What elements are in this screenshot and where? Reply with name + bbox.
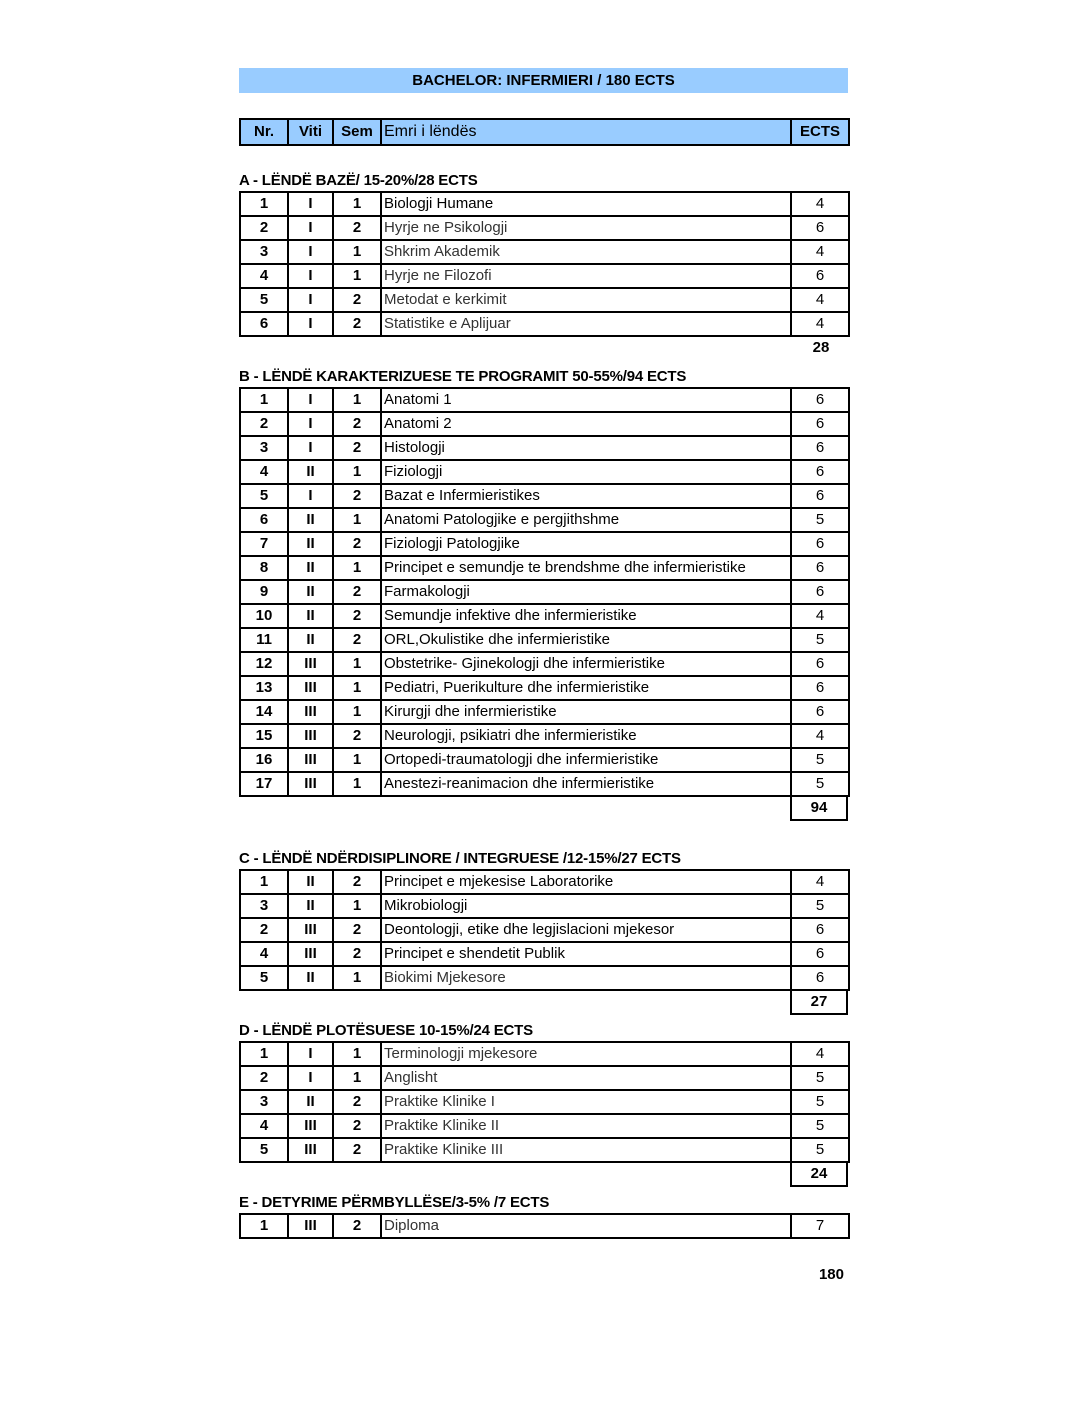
cell-ects: 4 [791,724,849,748]
cell-nr: 1 [240,388,288,412]
table-row [240,942,849,966]
cell-sem: 1 [333,748,381,772]
table-row [240,264,849,288]
cell-sem: 2 [333,1114,381,1138]
cell-viti: II [288,966,333,990]
cell-name: Anatomi 1 [381,388,791,412]
table-row [240,240,849,264]
cell-name: Fiziologji [381,460,791,484]
cell-nr: 3 [240,240,288,264]
cell-name: Ortopedi-traumatologji dhe infermieristike [381,748,791,772]
cell-ects: 4 [791,312,849,336]
cell-nr: 4 [240,942,288,966]
cell-ects: 5 [791,894,849,918]
table-row [240,1214,849,1238]
cell-sem: 2 [333,1138,381,1162]
cell-name: Farmakologji [381,580,791,604]
cell-ects: 4 [791,240,849,264]
cell-viti: II [288,508,333,532]
cell-name: Anatomi Patologjike e pergjithshme [381,508,791,532]
cell-nr: 13 [240,676,288,700]
cell-ects: 5 [791,772,849,796]
table-row [240,748,849,772]
cell-name: Shkrim Akademik [381,240,791,264]
cell-name: Anestezi-reanimacion dhe infermieristike [381,772,791,796]
cell-ects: 5 [791,1066,849,1090]
cell-name: Mikrobiologji [381,894,791,918]
cell-name: Biologji Humane [381,192,791,216]
cell-sem: 2 [333,436,381,460]
cell-viti: II [288,580,333,604]
cell-name: Praktike Klinike III [381,1138,791,1162]
cell-sem: 1 [333,264,381,288]
table-row [240,312,849,336]
cell-viti: III [288,676,333,700]
cell-sem: 1 [333,1066,381,1090]
cell-sem: 2 [333,1214,381,1238]
table-row [240,460,849,484]
cell-viti: II [288,556,333,580]
cell-ects: 5 [791,748,849,772]
cell-nr: 12 [240,652,288,676]
cell-viti: II [288,870,333,894]
cell-ects: 6 [791,652,849,676]
table-row [240,1090,849,1114]
cell-ects: 7 [791,1214,849,1238]
cell-sem: 1 [333,894,381,918]
sections-container [239,171,848,1239]
cell-viti: III [288,772,333,796]
table-row [240,192,849,216]
cell-name: Anglisht [381,1066,791,1090]
cell-nr: 16 [240,748,288,772]
cell-ects: 6 [791,700,849,724]
table-row [240,388,849,412]
cell-sem: 2 [333,942,381,966]
cell-nr: 4 [240,1114,288,1138]
table-row [240,604,849,628]
cell-nr: 2 [240,1066,288,1090]
cell-ects: 6 [791,918,849,942]
cell-viti: I [288,264,333,288]
table-row [240,628,849,652]
cell-ects: 6 [791,412,849,436]
cell-sem: 2 [333,724,381,748]
table-row [240,652,849,676]
cell-ects: 4 [791,870,849,894]
header-viti: Viti [288,119,333,145]
cell-nr: 2 [240,918,288,942]
cell-sem: 2 [333,628,381,652]
table-row [240,772,849,796]
cell-nr: 6 [240,508,288,532]
grand-total: 180 [818,1266,844,1283]
cell-viti: I [288,412,333,436]
section-table [239,869,850,991]
cell-nr: 5 [240,288,288,312]
cell-viti: III [288,942,333,966]
table-row [240,918,849,942]
section-total: 27 [790,991,848,1015]
cell-name: Hyrje ne Psikologji [381,216,791,240]
cell-nr: 7 [240,532,288,556]
cell-ects: 6 [791,436,849,460]
cell-viti: III [288,1138,333,1162]
cell-sem: 1 [333,388,381,412]
table-row [240,216,849,240]
cell-sem: 1 [333,192,381,216]
cell-sem: 2 [333,412,381,436]
table-row [240,1042,849,1066]
cell-name: Fiziologji Patologjike [381,532,791,556]
section-total: 24 [790,1163,848,1187]
table-row [240,676,849,700]
cell-sem: 1 [333,460,381,484]
cell-viti: I [288,388,333,412]
header-sem: Sem [333,119,381,145]
cell-sem: 1 [333,508,381,532]
cell-nr: 5 [240,484,288,508]
cell-viti: III [288,1214,333,1238]
cell-sem: 2 [333,1090,381,1114]
cell-viti: I [288,216,333,240]
cell-nr: 14 [240,700,288,724]
cell-viti: I [288,1066,333,1090]
table-row [240,556,849,580]
table-row [240,966,849,990]
cell-ects: 5 [791,1090,849,1114]
cell-sem: 1 [333,240,381,264]
cell-name: Hyrje ne Filozofi [381,264,791,288]
cell-ects: 6 [791,460,849,484]
cell-ects: 5 [791,1114,849,1138]
section-title: E - DETYRIME PËRMBYLLËSE/3-5% /7 ECTS [239,1194,550,1211]
cell-ects: 6 [791,676,849,700]
section-title: C - LËNDË NDËRDISIPLINORE / INTEGRUESE /12-15%/27 ECTS [239,850,681,867]
section-total: 94 [790,797,848,821]
cell-nr: 4 [240,264,288,288]
cell-nr: 8 [240,556,288,580]
cell-viti: I [288,436,333,460]
cell-ects: 4 [791,192,849,216]
header-nr: Nr. [240,119,288,145]
cell-ects: 5 [791,1138,849,1162]
section-title: B - LËNDË KARAKTERIZUESE TE PROGRAMIT 50-55%/94 ECTS [239,368,687,385]
table-row [240,1138,849,1162]
cell-viti: I [288,192,333,216]
cell-name: ORL,Okulistike dhe infermieristike [381,628,791,652]
cell-ects: 4 [791,604,849,628]
cell-nr: 11 [240,628,288,652]
cell-nr: 6 [240,312,288,336]
cell-name: Kirurgji dhe infermieristike [381,700,791,724]
cell-name: Diploma [381,1214,791,1238]
section-title: D - LËNDË PLOTËSUESE 10-15%/24 ECTS [239,1022,533,1039]
cell-sem: 2 [333,288,381,312]
cell-ects: 6 [791,484,849,508]
cell-nr: 4 [240,460,288,484]
cell-nr: 2 [240,216,288,240]
cell-sem: 2 [333,870,381,894]
cell-sem: 1 [333,966,381,990]
cell-nr: 1 [240,192,288,216]
section-table [239,1041,850,1163]
header-name: Emri i lëndës [381,119,791,145]
cell-ects: 4 [791,1042,849,1066]
cell-name: Neurologji, psikiatri dhe infermieristike [381,724,791,748]
cell-nr: 5 [240,1138,288,1162]
column-header-table [239,118,850,146]
cell-viti: III [288,652,333,676]
cell-viti: I [288,484,333,508]
cell-sem: 2 [333,312,381,336]
cell-ects: 6 [791,532,849,556]
cell-viti: III [288,1114,333,1138]
table-row [240,1114,849,1138]
section-total: 28 [812,339,830,356]
cell-ects: 6 [791,966,849,990]
cell-nr: 1 [240,1214,288,1238]
cell-name: Pediatri, Puerikulture dhe infermieristike [381,676,791,700]
cell-sem: 2 [333,918,381,942]
cell-nr: 1 [240,1042,288,1066]
cell-name: Praktike Klinike I [381,1090,791,1114]
table-row [240,436,849,460]
table-row [240,580,849,604]
cell-sem: 1 [333,700,381,724]
cell-sem: 1 [333,652,381,676]
document-title: BACHELOR: INFERMIERI / 180 ECTS [239,68,848,93]
cell-sem: 2 [333,580,381,604]
cell-name: Histologji [381,436,791,460]
cell-ects: 4 [791,288,849,312]
cell-sem: 1 [333,676,381,700]
cell-name: Terminologji mjekesore [381,1042,791,1066]
cell-name: Praktike Klinike II [381,1114,791,1138]
cell-viti: II [288,604,333,628]
cell-nr: 15 [240,724,288,748]
cell-name: Principet e mjekesise Laboratorike [381,870,791,894]
cell-name: Statistike e Aplijuar [381,312,791,336]
cell-name: Anatomi 2 [381,412,791,436]
cell-sem: 1 [333,1042,381,1066]
table-row [240,508,849,532]
cell-sem: 1 [333,556,381,580]
cell-nr: 9 [240,580,288,604]
cell-viti: I [288,240,333,264]
cell-viti: I [288,312,333,336]
table-row [240,288,849,312]
header-ects: ECTS [791,119,849,145]
section-table [239,191,850,337]
section-table [239,1213,850,1239]
cell-ects: 5 [791,508,849,532]
cell-viti: II [288,532,333,556]
cell-nr: 3 [240,436,288,460]
table-row [240,724,849,748]
cell-ects: 6 [791,580,849,604]
cell-name: Metodat e kerkimit [381,288,791,312]
table-row [240,484,849,508]
table-row [240,412,849,436]
table-row [240,870,849,894]
cell-name: Principet e semundje te brendshme dhe infermieristike [381,556,791,580]
table-row [240,532,849,556]
cell-name: Semundje infektive dhe infermieristike [381,604,791,628]
cell-viti: II [288,628,333,652]
cell-viti: III [288,700,333,724]
cell-ects: 6 [791,264,849,288]
document-page [239,68,848,1239]
cell-nr: 2 [240,412,288,436]
cell-nr: 3 [240,894,288,918]
cell-nr: 3 [240,1090,288,1114]
cell-viti: I [288,1042,333,1066]
section-table [239,387,850,797]
cell-viti: III [288,724,333,748]
cell-viti: II [288,1090,333,1114]
cell-ects: 6 [791,942,849,966]
cell-nr: 1 [240,870,288,894]
cell-name: Biokimi Mjekesore [381,966,791,990]
cell-viti: III [288,918,333,942]
table-row [240,700,849,724]
cell-ects: 5 [791,628,849,652]
cell-name: Principet e shendetit Publik [381,942,791,966]
cell-ects: 6 [791,388,849,412]
cell-name: Bazat e Infermieristikes [381,484,791,508]
cell-sem: 2 [333,216,381,240]
cell-sem: 2 [333,604,381,628]
table-row [240,1066,849,1090]
section-title: A - LËNDË BAZË/ 15-20%/28 ECTS [239,172,478,189]
cell-ects: 6 [791,216,849,240]
cell-viti: II [288,460,333,484]
cell-nr: 17 [240,772,288,796]
cell-name: Obstetrike- Gjinekologji dhe infermieristike [381,652,791,676]
cell-name: Deontologji, etike dhe legjislacioni mjekesor [381,918,791,942]
cell-sem: 2 [333,532,381,556]
cell-sem: 1 [333,772,381,796]
cell-nr: 5 [240,966,288,990]
cell-nr: 10 [240,604,288,628]
cell-viti: III [288,748,333,772]
cell-ects: 6 [791,556,849,580]
table-row [240,894,849,918]
cell-viti: I [288,288,333,312]
cell-viti: II [288,894,333,918]
cell-sem: 2 [333,484,381,508]
